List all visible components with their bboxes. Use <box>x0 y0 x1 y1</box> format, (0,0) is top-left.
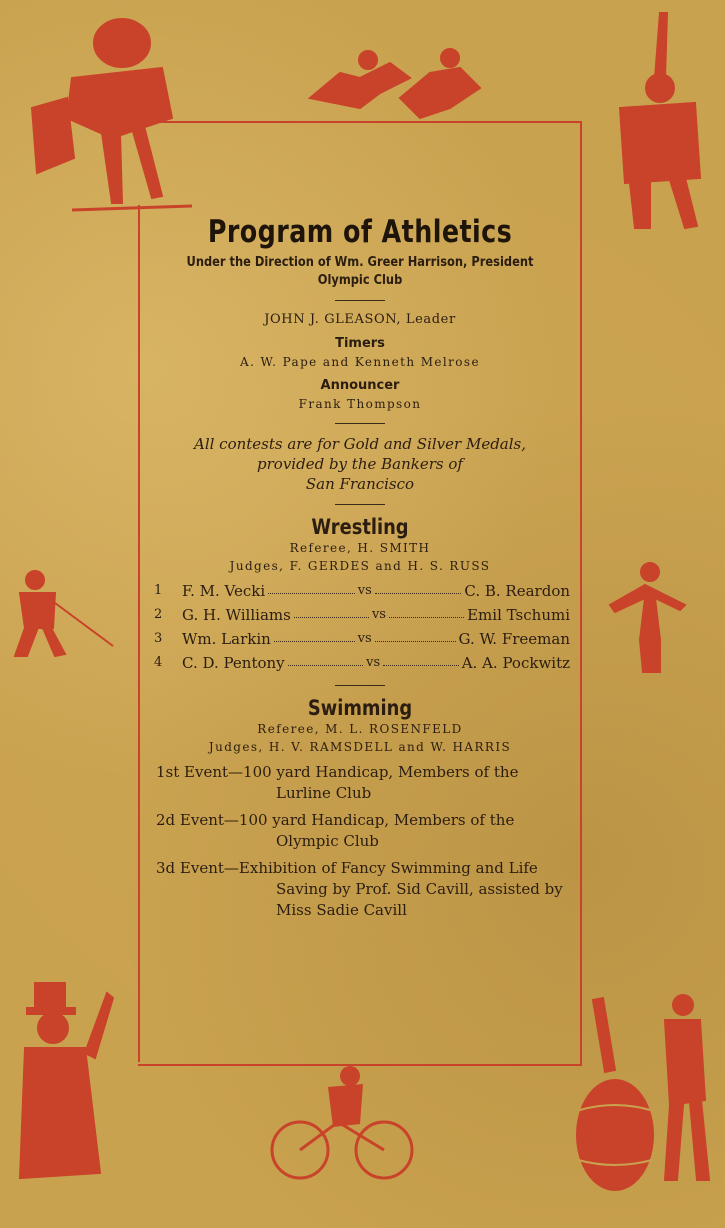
swim-event: 2d Event—100 yard Handicap, Members of the Olympic Club <box>156 811 515 850</box>
page-frame-left <box>138 205 140 1062</box>
bout-row: 4 C. D. Pentony vs A. A. Pockwitz <box>150 651 570 675</box>
wrestling-referee: Referee, H. SMITH <box>289 541 431 555</box>
bout-row: 3 Wm. Larkin vs G. W. Freeman <box>150 627 570 651</box>
man-with-tophat-illustration <box>12 8 197 218</box>
announcer: Frank Thompson <box>298 397 422 411</box>
swimming-judges: Judges, H. V. RAMSDELL and W. HARRIS <box>208 740 512 754</box>
divider <box>335 300 385 301</box>
divider <box>335 423 385 424</box>
swimming-referee: Referee, M. L. ROSENFELD <box>257 722 463 736</box>
barrel-performers-illustration <box>565 990 715 1195</box>
announcer-label: Announcer <box>320 378 400 393</box>
gentleman-illustration <box>15 978 115 1183</box>
notice-line3: San Francisco <box>305 475 415 493</box>
program-content <box>150 200 570 921</box>
bout-list <box>150 579 570 675</box>
swim-event: 3d Event—Exhibition of Fancy Swimming and Life Saving by Prof. Sid Cavill, assisted by Miss Sadie Cavill <box>156 859 563 919</box>
subtitle-line1: Under the Direction of Wm. Greer Harrison, President <box>186 255 534 270</box>
wrestling-heading: Wrestling <box>311 515 409 539</box>
divider <box>335 685 385 686</box>
thrower-illustration <box>605 8 715 233</box>
wrestling-judges: Judges, F. GERDES and H. S. RUSS <box>229 559 491 573</box>
cyclist-illustration <box>268 1062 416 1182</box>
divider <box>335 504 385 505</box>
timers-label: Timers <box>335 336 385 351</box>
leader: JOHN J. GLEASON, Leader <box>264 312 456 327</box>
bout-row: 1 F. M. Vecki vs C. B. Reardon <box>150 579 570 603</box>
notice-line2: provided by the Bankers of <box>257 455 463 473</box>
gymnast-illustration <box>605 560 695 675</box>
page-title: Program of Athletics <box>207 214 513 250</box>
hurdlers-illustration <box>300 38 490 123</box>
swimming-heading: Swimming <box>307 696 413 720</box>
subtitle-line2: Olympic Club <box>317 273 403 288</box>
fencer-illustration <box>5 568 115 658</box>
notice-line1: All contests are for Gold and Silver Medals, <box>193 435 527 453</box>
timers: A. W. Pape and Kenneth Melrose <box>240 355 480 369</box>
bout-row: 2 G. H. Williams vs Emil Tschumi <box>150 603 570 627</box>
swim-event: 1st Event—100 yard Handicap, Members of the Lurline Club <box>156 763 519 802</box>
